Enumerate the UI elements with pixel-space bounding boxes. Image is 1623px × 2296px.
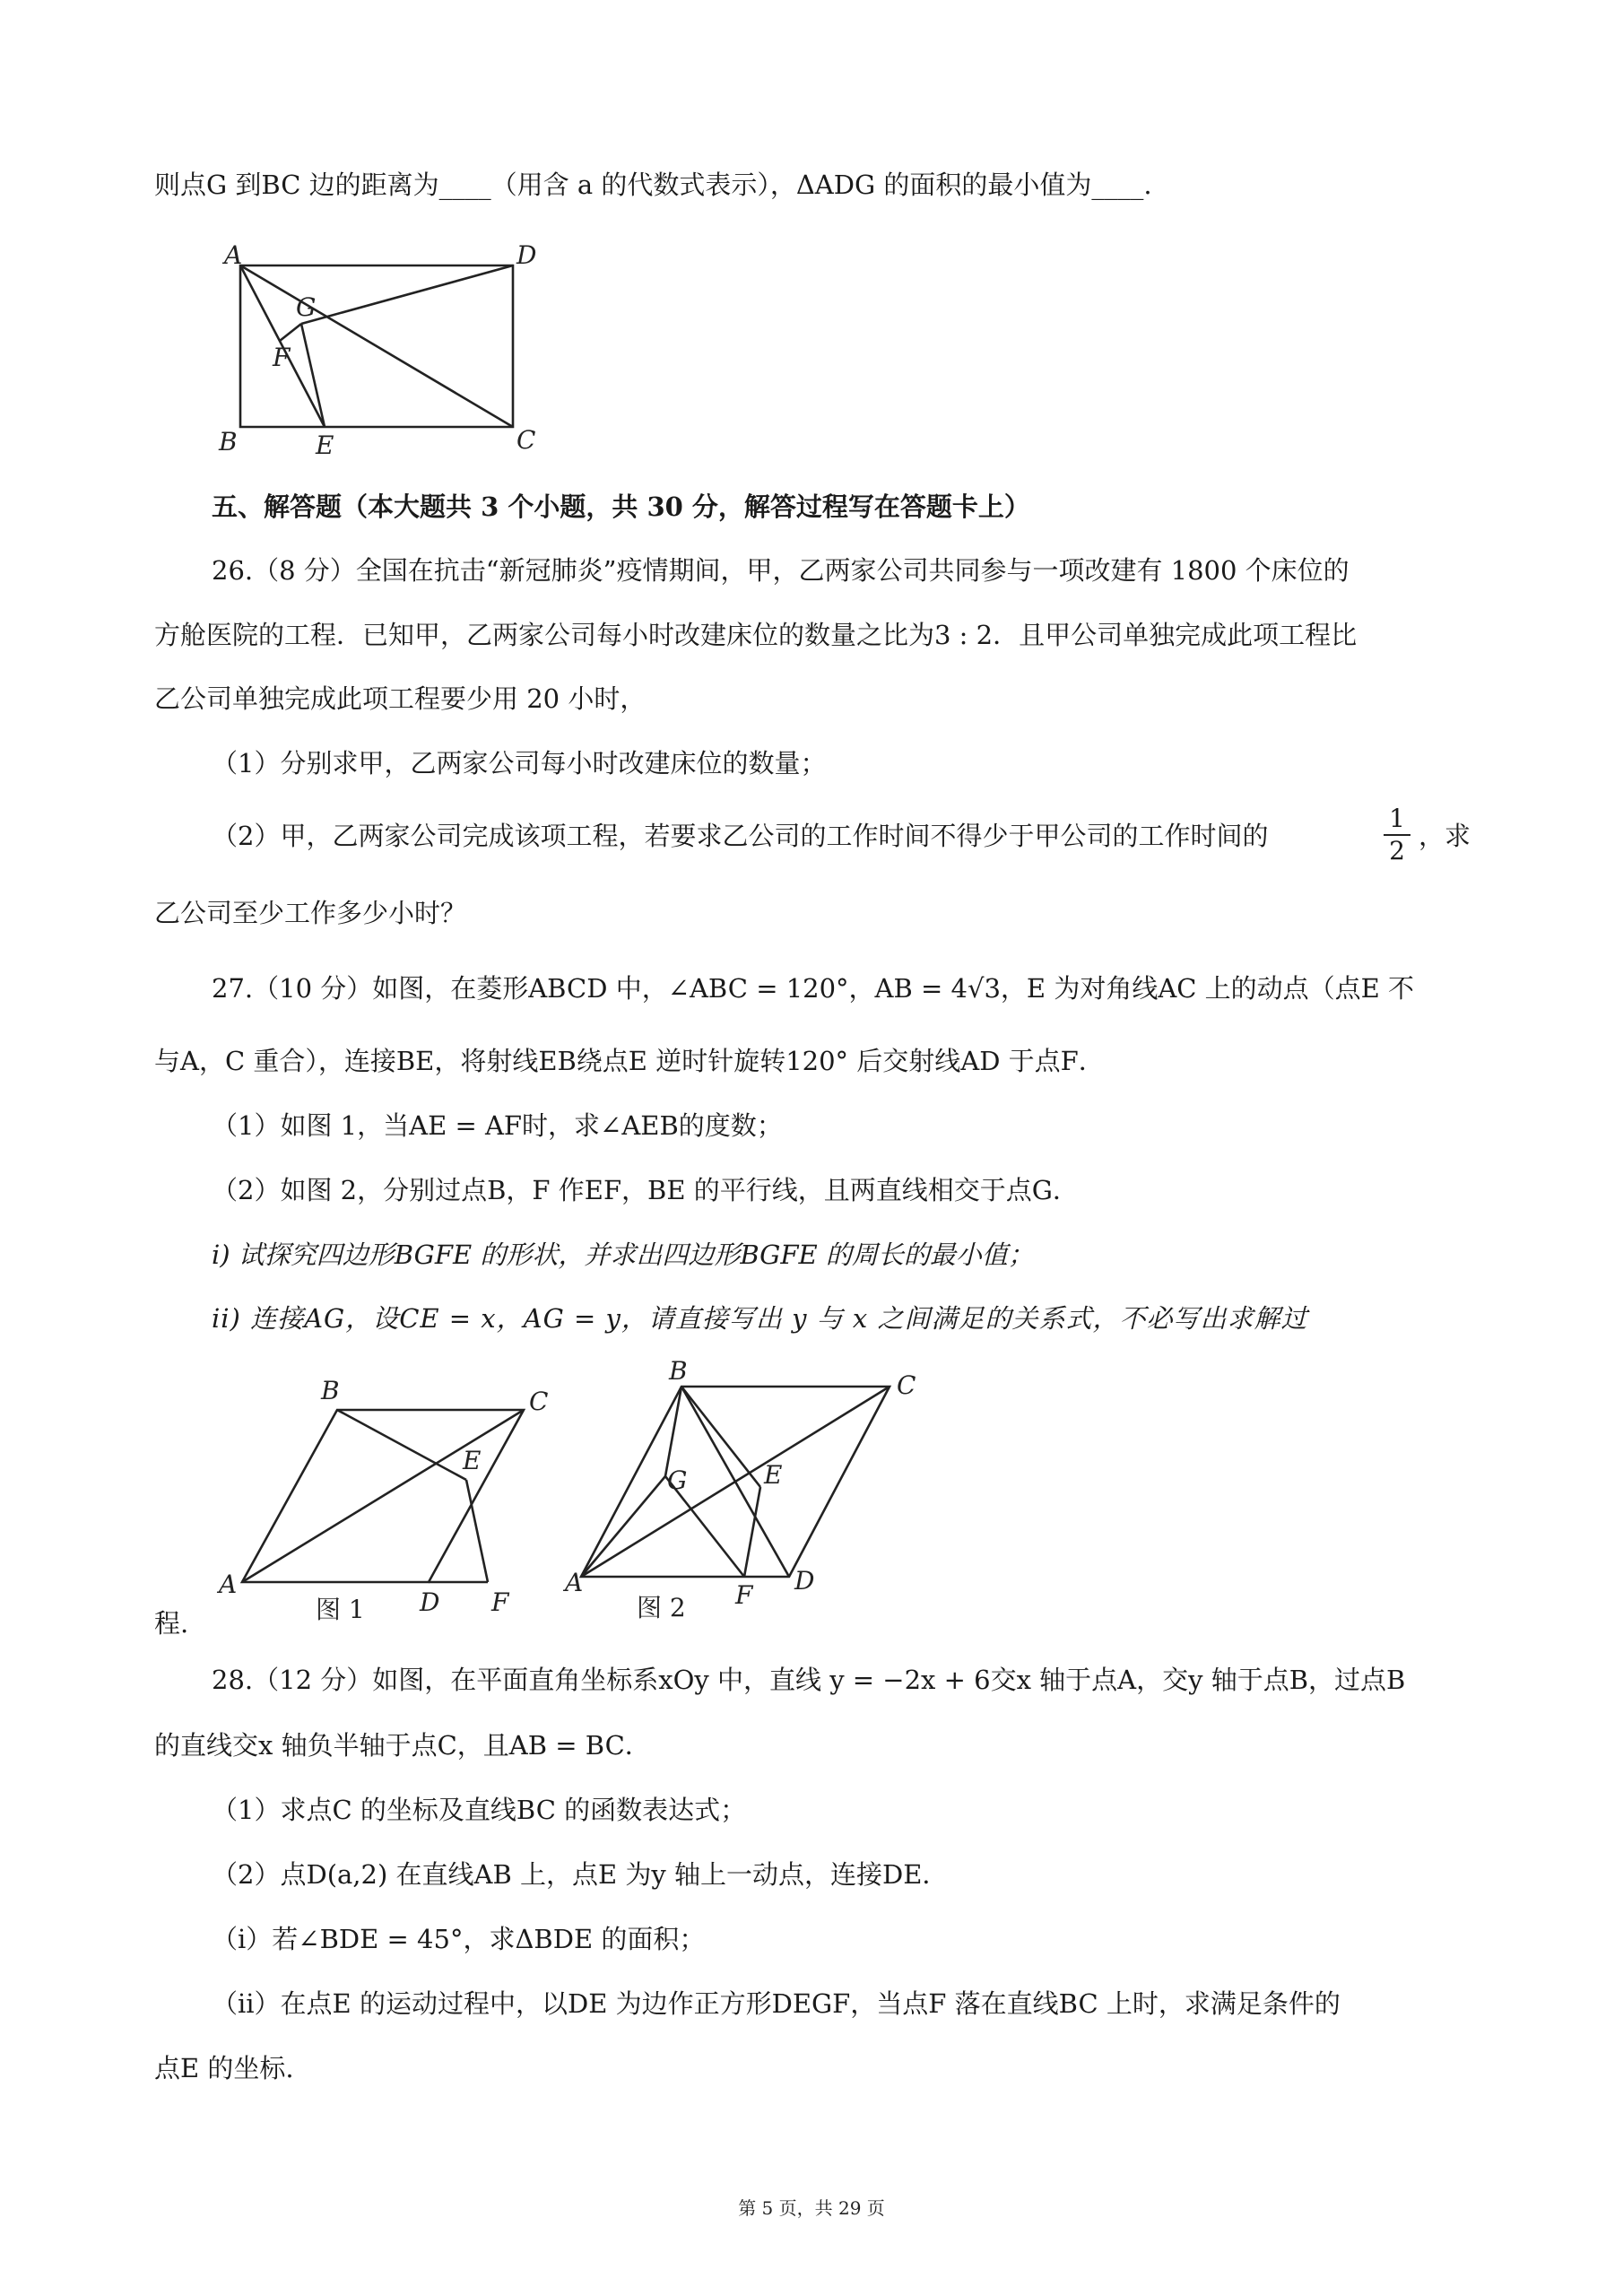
label-a: A [565, 1568, 584, 1597]
label-f: F [491, 1587, 509, 1617]
label-f: F [735, 1580, 753, 1610]
q28-part1: （1）求点C 的坐标及直线BC 的函数表达式； [212, 1795, 747, 1825]
q26-part2-c: 乙公司至少工作多少小时？ [154, 898, 467, 928]
label-e: E [764, 1460, 783, 1490]
q26-line2: 方舱医院的工程．已知甲，乙两家公司每小时改建床位的数量之比为3 : 2．且甲公司单独完成此项工程比 [154, 620, 1358, 650]
q28-line1: 28.（12 分）如图，在平面直角坐标系xOy 中，直线 y = −2x + 6交x 轴于点A，交y 轴于点B，过点B [212, 1665, 1406, 1695]
label-a: A [224, 240, 243, 270]
label-e: E [316, 430, 334, 460]
q27-part-ii-end: 程. [154, 1608, 189, 1639]
q27-part1: （1）如图 1，当AE = AF时，求∠AEB的度数； [212, 1110, 783, 1141]
label-a: A [219, 1570, 238, 1599]
seg-gf [280, 324, 301, 341]
q25-rectangle-figure [206, 240, 655, 460]
q28-part2: （2）点D(a,2) 在直线AB 上，点E 为y 轴上一动点，连接DE． [212, 1859, 949, 1890]
q26-part1: （1）分别求甲，乙两家公司每小时改建床位的数量； [212, 748, 827, 778]
label-c: C [516, 425, 536, 455]
label-f: F [273, 343, 291, 372]
q27-part2: （2）如图 2，分别过点B，F 作EF，BE 的平行线，且两直线相交于点G． [212, 1175, 1079, 1205]
q26-part2-a: （2）甲，乙两家公司完成该项工程，若要求乙公司的工作时间不得少于甲公司的工作时间的 [212, 821, 1269, 851]
q26-line3: 乙公司单独完成此项工程要少用 20 小时， [154, 683, 647, 714]
q27-figure-1 [206, 1363, 583, 1624]
q27-line2: 与A，C 重合），连接BE，将射线EB绕点E 逆时针旋转120° 后交射线AD 于点F． [154, 1046, 1105, 1076]
fraction-one-half [1384, 804, 1410, 866]
fraction-denominator: 2 [1389, 836, 1405, 865]
fig2-caption: 图 2 [637, 1593, 686, 1622]
label-d: D [420, 1587, 440, 1617]
page-footer: 第 5 页，共 29 页 [738, 2197, 885, 2219]
label-e: E [463, 1446, 482, 1475]
seg-be [681, 1387, 760, 1487]
label-c: C [529, 1387, 549, 1416]
label-g: G [667, 1465, 688, 1495]
fraction-numerator: 1 [1384, 804, 1410, 836]
q26-line1: 26.（8 分）全国在抗击“新冠肺炎”疫情期间，甲，乙两家公司共同参与一项改建有 1800 个床位的 [212, 555, 1350, 586]
label-g: G [296, 292, 317, 322]
seg-be [337, 1410, 466, 1480]
q27-part-ii: ii) 连接AG，设CE = x，AG = y，请直接写出 y 与 x 之间满足的关系式，不必写出求解过 [212, 1303, 1308, 1334]
q26-part2-b: ，求 [1419, 821, 1471, 851]
seg-ag [581, 1476, 665, 1577]
seg-ge [301, 324, 325, 427]
q28-part-i: （ⅰ）若∠BDE = 45°，求ΔBDE 的面积； [212, 1924, 706, 1954]
label-d: D [794, 1566, 815, 1596]
label-b: B [321, 1376, 340, 1405]
label-d: D [516, 240, 537, 270]
seg-gd [301, 265, 513, 324]
q28-part-ii-end: 点E 的坐标. [154, 2053, 294, 2083]
q27-line1: 27.（10 分）如图，在菱形ABCD 中，∠ABC = 120°，AB = 4√3，E 为对角线AC 上的动点（点E 不 [212, 973, 1415, 1004]
q28-part-ii: （ⅱ）在点E 的运动过程中，以DE 为边作正方形DEGF，当点F 落在直线BC 上时，求满足条件的 [212, 1988, 1341, 2019]
q25-tail-text: 则点G 到BC 边的距离为____（用含 a 的代数式表示），ΔADG 的面积的最小值为____. [154, 170, 1152, 200]
section-heading: 五、解答题（本大题共 3 个小题，共 30 分，解答过程写在答题卡上） [212, 491, 1030, 522]
label-b: B [219, 427, 238, 457]
q28-line2: 的直线交x 轴负半轴于点C，且AB = BC． [154, 1730, 651, 1761]
fig1-caption: 图 1 [316, 1595, 365, 1624]
label-b: B [669, 1356, 688, 1386]
label-c: C [897, 1370, 916, 1400]
q27-figure-2 [565, 1354, 950, 1622]
q27-part-i: i) 试探究四边形BGFE 的形状，并求出四边形BGFE 的周长的最小值； [212, 1239, 1034, 1270]
